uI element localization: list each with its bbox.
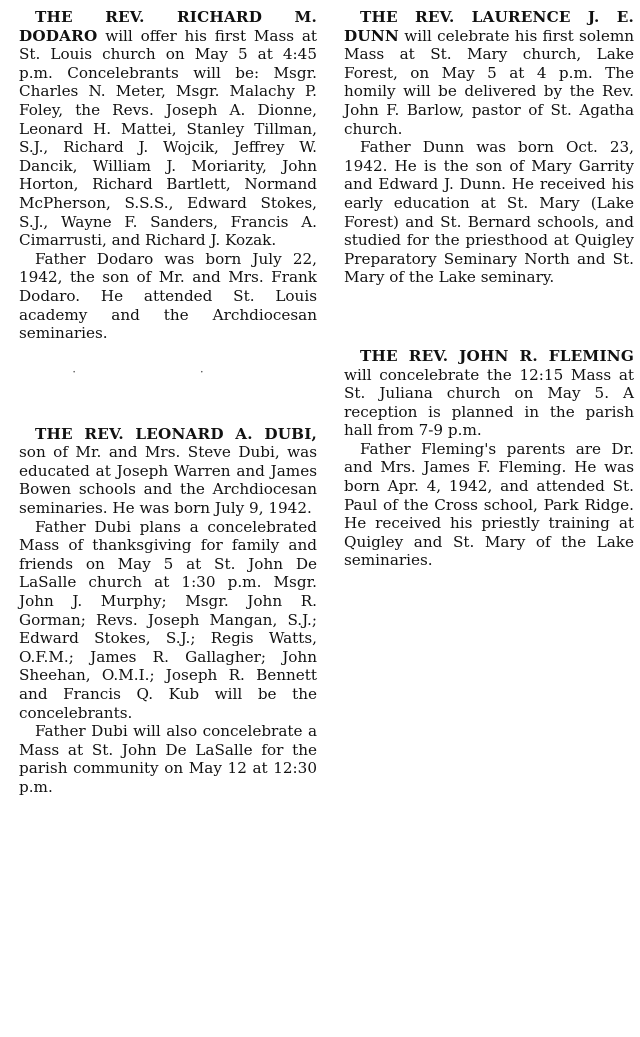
left-column	[19, 8, 317, 797]
article-dodaro	[19, 8, 317, 343]
article-paragraph: will celebrate his first solemn Mass at St. Mary church, Lake Forest, on May 5 at 4 p.m. The homily will be delivered by the Rev. John F. Barlow, pastor of St. Agatha church.	[344, 26, 634, 138]
article-heading: THE REV. RICHARD M. DODARO	[19, 8, 317, 45]
article-lead	[344, 347, 634, 440]
article-paragraph: Father Dodaro was born July 22, 1942, the son of Mr. and Mrs. Frank Dodaro. He attended St. Louis academy and the Archdiocesan seminaries.	[19, 249, 317, 343]
article-dubi	[19, 425, 317, 797]
article-dunn	[344, 8, 634, 287]
right-column	[344, 8, 634, 570]
spacer	[19, 377, 317, 425]
article-heading: THE REV. LAURENCE J. E. DUNN	[344, 8, 634, 45]
article-paragraph: Father Dunn was born Oct. 23, 1942. He is the son of Mary Garrity and Edward J. Dunn. He received his early education at St. Mary (Lake Forest) and St. Bernard schools, and studied for the priesthood at Quigley Preparatory Seminary North and St. Mary of the Lake seminary.	[344, 138, 634, 287]
article-lead	[344, 8, 634, 138]
article-heading: THE REV. JOHN R. FLEMING	[360, 346, 634, 365]
article-paragraph: will concelebrate the 12:15 Mass at St. Juliana church on May 5. A reception is planned in the parish hall from 7-9 p.m.	[344, 365, 634, 440]
article-paragraph: Father Fleming's parents are Dr. and Mrs. James F. Fleming. He was born Apr. 4, 1942, and attended St. Paul of the Cross school, Park Ridge. He received his priestly training at Quigley and St. Mary of the Lake seminaries.	[344, 439, 634, 570]
separator-dots: · ·	[72, 364, 264, 379]
article-paragraph: son of Mr. and Mrs. Steve Dubi, was educated at Joseph Warren and James Bowen schools and the Archdiocesan seminaries. He was born July 9, 1942.	[19, 443, 317, 518]
article-lead	[19, 8, 317, 250]
article-heading: THE REV. LEONARD A. DUBI,	[35, 424, 317, 443]
article-paragraph: Father Dubi will also concelebrate a Mass at St. John De LaSalle for the parish community on May 12 at 12:30 p.m.	[19, 722, 317, 796]
article-paragraph: Father Dubi plans a concelebrated Mass of thanksgiving for family and friends on May 5 at St. John De LaSalle church at 1:30 p.m. Msgr. John J. Murphy; Msgr. John R. Gorman; Revs. Joseph Mangan, S.J.; Edward Stokes, S.J.; Regis Watts, O.F.M.; James R. Gallagher; John Sheehan, O.M.I.; Joseph R. Bennett and Francis Q. Kub will be the concelebrants.	[19, 517, 317, 722]
spacer	[344, 287, 634, 347]
article-paragraph: will offer his first Mass at St. Louis church on May 5 at 4:45 p.m. Concelebrants will be: Msgr. Charles N. Meter, Msgr. Malachy P. Foley, the Revs. Joseph A. Dionne, Leonard H. Mattei, Stanley Tillman, S.J., Richard J. Wojcik, Jeffrey W. Dancik, William J. Moriarity, John Horton, Richard Bartlett, Normand McPherson, S.S.S., Edward Stokes, S.J., Wayne F. Sanders, Francis A. Cimarrusti, and Richard J. Kozak.	[19, 26, 317, 250]
article-lead	[19, 425, 317, 518]
article-fleming	[344, 347, 634, 570]
